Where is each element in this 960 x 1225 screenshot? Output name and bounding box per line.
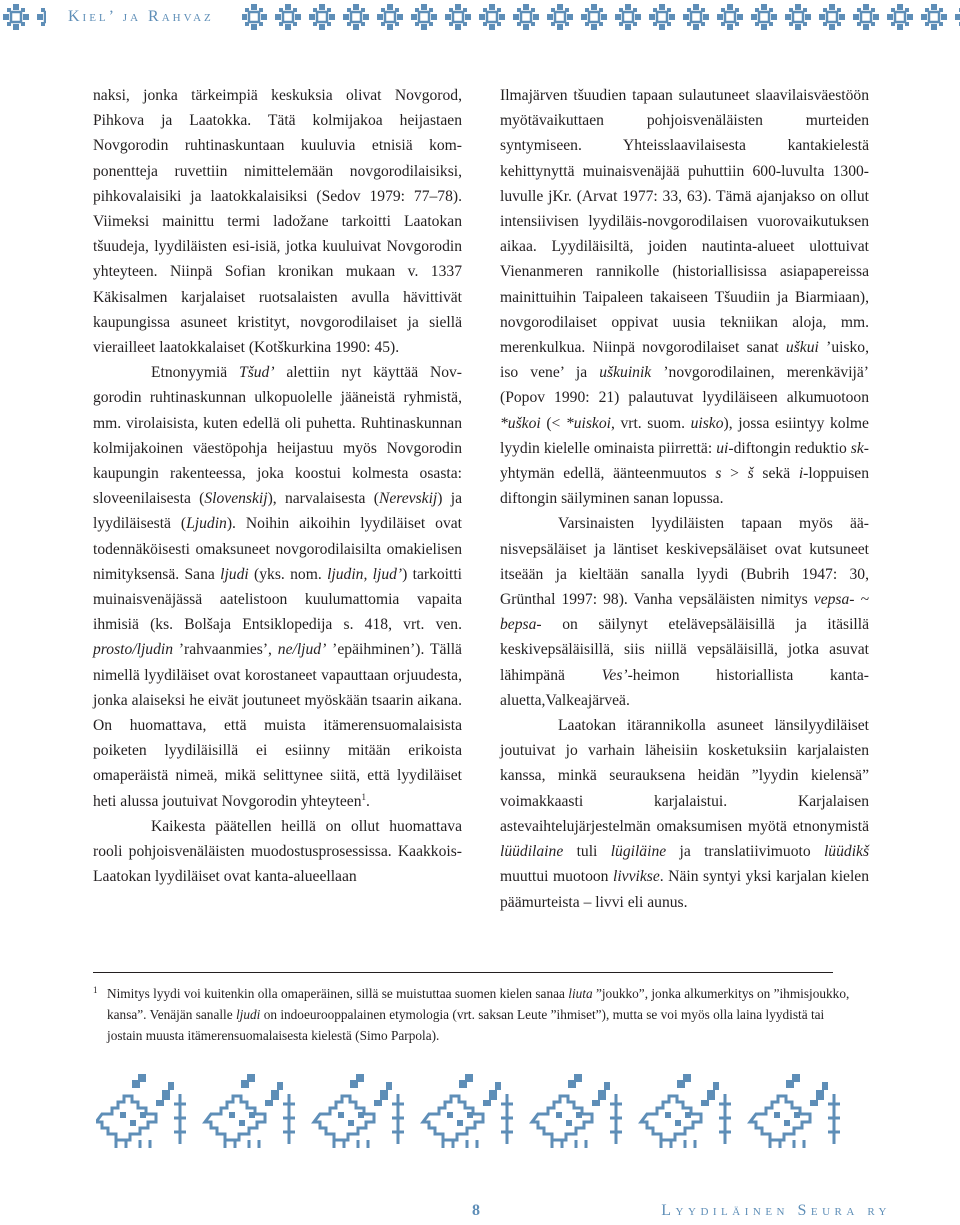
text-run: ja translatiivimuoto <box>666 843 824 861</box>
cross-stitch-bird-icon <box>205 1074 295 1148</box>
text-run: (yks. nom. <box>248 565 328 583</box>
cross-stitch-star-icon <box>615 4 641 30</box>
cross-stitch-star-icon <box>955 4 960 30</box>
text-run: ). Noihin aikoihin lyydiläiset ovat todennäköisesti omaksuneet novgorodilaisilta omakielisen nimityksensä. Sana <box>93 515 463 583</box>
text-run: ’novgorodilainen, merenkävijä’ (Popov 1990: 21) palautuvat lyydiläiseen alkumuotoon <box>500 364 869 407</box>
text-run: ’uisko, iso vene’ ja <box>500 339 870 382</box>
text-run: Ves’ <box>601 666 628 684</box>
text-run: i <box>798 465 804 483</box>
text-run: ljudin, ljud’ <box>327 565 403 583</box>
footnote-body <box>107 986 849 1043</box>
text-run: Laatokan itärannikolla asuneet länsilyydiläiset joutuivat jo varhain läheisiin kosketuksiin karjalaisten kanssa, minkä seurauksena heidän ”lyydin kielensä” voimakkaasti karjalaistui. Karjalaisen astevaihtelujärjestelmän omaksumisen myötä etnonymistä <box>500 717 869 835</box>
text-run: naksi, jonka tärkeimpiä keskuksia olivat Novgorod, Pihkova ja Laatokka. Tätä kolmijakoa heijastaen Novgorodin ruhtinaskuntaan kuuluvia etnisiä komponentteja ruvettiin nimittelemään novgorodilaisiksi, pihkovalaisiki ja laatokkalaisiksi (Sedov 1979: 77–78). Viimeksi mainittu termi ladožane tarkoitti Laatokan tšuudeja, lyydiläisten esi-isiä, jotka kuuluivat Novgorodin yhteyteen. Niinpä Sofian kronikan mukaan v. 1337 Käkisalmen karjalaiset ruotsalaisten avulla hävittivät kaupungissa asuneet kristityt, novgorodilaiset ja siellä vierailleet laatokkalaiset (Kotškurkina 1990: 45). <box>93 87 462 357</box>
header-title-box <box>46 0 242 34</box>
text-run: on indoeurooppalainen etymologia (vrt. saksan Leute ”ihmiset”), mutta se voi myös olla laina lyydistä tai jostain muusta itämerensuomalaisesta kielestä (Simo Parpola). <box>107 1007 825 1043</box>
text-run: Tšud’ <box>239 364 275 382</box>
text-run: vepsa- ~ bepsa- <box>500 591 869 634</box>
text-run: uškuinik <box>599 364 652 382</box>
footnote-rule <box>93 972 833 973</box>
text-run: liuta <box>568 986 593 1001</box>
page-number: 8 <box>472 1202 480 1219</box>
text-run: uškui <box>785 339 819 357</box>
cross-stitch-star-icon <box>411 4 437 30</box>
text-run: ), narvalaisesta ( <box>267 490 379 508</box>
paragraph <box>93 360 462 814</box>
text-run: ’rahvaanmies’, <box>173 641 278 659</box>
header-title: Kiel’ ja Rahvaz <box>68 8 214 25</box>
cross-stitch-star-icon <box>717 4 743 30</box>
text-run: Ljudin <box>186 515 227 533</box>
footnote <box>93 983 853 1046</box>
cross-stitch-star-icon <box>479 4 505 30</box>
text-run: prosto/ljudin <box>93 641 174 659</box>
paragraph <box>93 814 462 890</box>
paragraph <box>93 83 462 360</box>
text-run: alettiin nyt käyttää Novgorodin ruhtinaskunnan ulkopuolelle jääneistä ryhmistä, mm. virolaisista, kuten edellä oli puhetta. Ruhtinaskunnan kolmijakoinen väestöpohja heijastuu myös Novgorodin kaupungin rakenteessa, joka koostui kolmesta osasta: sloveenilaisesta ( <box>93 364 462 508</box>
text-run: ’epäihminen’). Tällä nimellä lyydiläiset ovat korostaneet vapauttaan orjuudesta, jonka alaiseksi he eivät joutuneet myöskään tsaarin aikana. On huomattava, että muista itämerensuomalaisista poiketen lyydiläisillä ei esiinny mitään erikoista omaperäistä nimeä, mikä selittynee siitä, että lyydiläiset heti alussa joutuivat Novgorodin yhteyteen <box>93 641 462 810</box>
text-run: ) ja lyydiläisestä ( <box>93 490 462 533</box>
text-run: (< <box>540 414 566 432</box>
text-run: . <box>366 792 370 810</box>
text-run: livvikse <box>613 868 660 886</box>
text-run: -diftongin reduktio <box>728 439 851 457</box>
text-run: uisko <box>690 414 724 432</box>
text-run: Nerevskij <box>378 490 438 508</box>
paragraph <box>500 83 869 511</box>
text-run: ) tarkoitti muinaisvenäjässä aatelistoon kuulumattomia vapaita ihmisiä (ks. Bolšaja Entsiklopedija s. 418, vrt. ven. <box>93 565 463 634</box>
text-run: lügiläine <box>610 843 667 861</box>
text-run: Varsinaisten lyydiläisten tapaan myös äänisvepsäläiset ja läntiset keskivepsäläiset ovat kutsuneet itseään ja kieltään sanalla lyydi (Bubrih 1947: 30, Grünthal 1997: 98). Vanha vepsäläisten nimitys <box>500 515 869 609</box>
footnote-ref: 1 <box>361 791 367 802</box>
text-run: on säilynyt etelävepsäläisillä ja itäsillä keskivepsäläisillä, siis niillä vepsäläisillä, jotka asuvat lähimpänä <box>500 616 869 684</box>
text-run: -yhtymän edellä, äänteenmuutos <box>500 439 869 483</box>
text-run: Etnonyymiä <box>151 364 240 382</box>
text-run: ui <box>716 439 729 457</box>
paragraph <box>500 713 869 915</box>
text-run: ), jossa esiintyy kolme lyydin kielelle ominaista piirrettä: <box>500 414 869 457</box>
cross-stitch-star-icon <box>275 4 301 30</box>
text-run: ”joukko”, jonka alkumerkitys on ”ihmisjoukko, kansa”. Venäjän sanalle <box>107 986 850 1022</box>
paragraph <box>500 511 869 713</box>
ornament-band <box>96 1074 866 1150</box>
text-run: sk <box>850 439 864 457</box>
cross-stitch-star-icon <box>241 4 267 30</box>
left-column <box>93 83 462 890</box>
cross-stitch-star-icon <box>887 4 913 30</box>
cross-stitch-star-icon <box>751 4 777 30</box>
cross-stitch-star-icon <box>343 4 369 30</box>
cross-stitch-bird-icon <box>96 1074 186 1148</box>
text-run: -heimon historiallista kantaaluetta,Valkeajärveä. <box>500 666 869 709</box>
text-run: sekä <box>753 465 799 483</box>
cross-stitch-star-icon <box>785 4 811 30</box>
cross-stitch-star-icon <box>513 4 539 30</box>
text-run: tuli <box>563 843 611 861</box>
text-run: -loppuisen diftongin säilyminen sanan lopussa. <box>500 465 870 508</box>
text-run: ljudi <box>235 1007 261 1022</box>
text-run: Kaikesta päätellen heillä on ollut huomattava rooli pohjoisvenäläisten muodostusprosessissa. Kaakkois-Laatokan lyydiläiset ovat kanta-alueellaan <box>93 817 462 886</box>
text-run: ne/ljud’ <box>277 641 327 659</box>
right-column <box>500 83 869 915</box>
text-run: lüüdilaine <box>500 843 564 861</box>
text-run: . Näin syntyi yksi karjalan kielen päämurteista – livvi eli aunus. <box>500 868 869 911</box>
cross-stitch-star-icon <box>819 4 845 30</box>
cross-stitch-star-icon <box>853 4 879 30</box>
text-run: s <box>715 465 722 483</box>
cross-stitch-bird-icon <box>532 1074 622 1148</box>
cross-stitch-star-icon <box>3 4 29 30</box>
text-run: lüüdikš <box>823 843 870 861</box>
text-run: š <box>747 465 754 483</box>
text-run: Slovenskij <box>204 490 268 508</box>
footnote-text: 1 Nimitys lyydi voi kuitenkin olla omaperäinen, sillä se muistuttaa suomen kielen sanaa liuta ”joukko”, jonka alkumerkitys on ”ihmisjoukko, kansa”. Venäjän sanalle ljudi on indoeurooppalainen etymologia (vrt. saksan Leute ”ihmiset”), mutta se voi myös olla laina lyydistä tai jostain muusta itämerensuomalaisesta kielestä (Simo Parpola). <box>93 985 850 1043</box>
cross-stitch-star-icon <box>377 4 403 30</box>
text-run: Ilmajärven tšuudien tapaan sulautuneet slaavilaisväestöön myötävaikuttaen pohjoisvenäläisten murteiden syntymiseen. Yhteisslaavilaisesta kantakielestä kehittynyttä muinaisvenäjää puhuttiin 600-luvulta 1300-luvulle jKr. (Arvat 1977: 33, 63). Tämä ajanjakso on ollut intensiivisen lyydiläis-novgorodilaisen vuorovaikutuksen aikaa. Lyydiläisiltä, joiden nautinta-alueet ulottuivat Vienanmeren rannikolle (historiallisissa asiapapereissa mainittuihin Taipaleen takaiseen Tšuudiin ja Biarmiaan), novgorodilaiset oppivat uusia tekniikan aloja, mm. merenkulkua. Niinpä novgorodilaiset sanat <box>500 87 869 357</box>
text-run: muuttui muotoon <box>500 868 613 886</box>
cross-stitch-star-icon <box>581 4 607 30</box>
text-run: > <box>721 465 748 483</box>
text-run: *uiskoi <box>565 414 611 432</box>
text-run: , vrt. suom. <box>610 414 691 432</box>
cross-stitch-star-icon <box>547 4 573 30</box>
text-run: *uškoi <box>500 414 541 432</box>
cross-stitch-star-icon <box>921 4 947 30</box>
cross-stitch-bird-icon <box>314 1074 404 1148</box>
cross-stitch-star-icon <box>683 4 709 30</box>
cross-stitch-bird-icon <box>423 1074 513 1148</box>
cross-stitch-bird-icon <box>641 1074 731 1148</box>
text-run: ljudi <box>220 565 249 583</box>
footer-society-name: Lyydiläinen Seura ry <box>661 1202 891 1219</box>
cross-stitch-bird-icon <box>750 1074 840 1148</box>
cross-stitch-star-icon <box>649 4 675 30</box>
running-header <box>0 0 960 36</box>
cross-stitch-star-icon <box>309 4 335 30</box>
text-run: Nimitys lyydi voi kuitenkin olla omaperäinen, sillä se muistuttaa suomen kielen sanaa <box>107 986 569 1001</box>
cross-stitch-star-icon <box>445 4 471 30</box>
